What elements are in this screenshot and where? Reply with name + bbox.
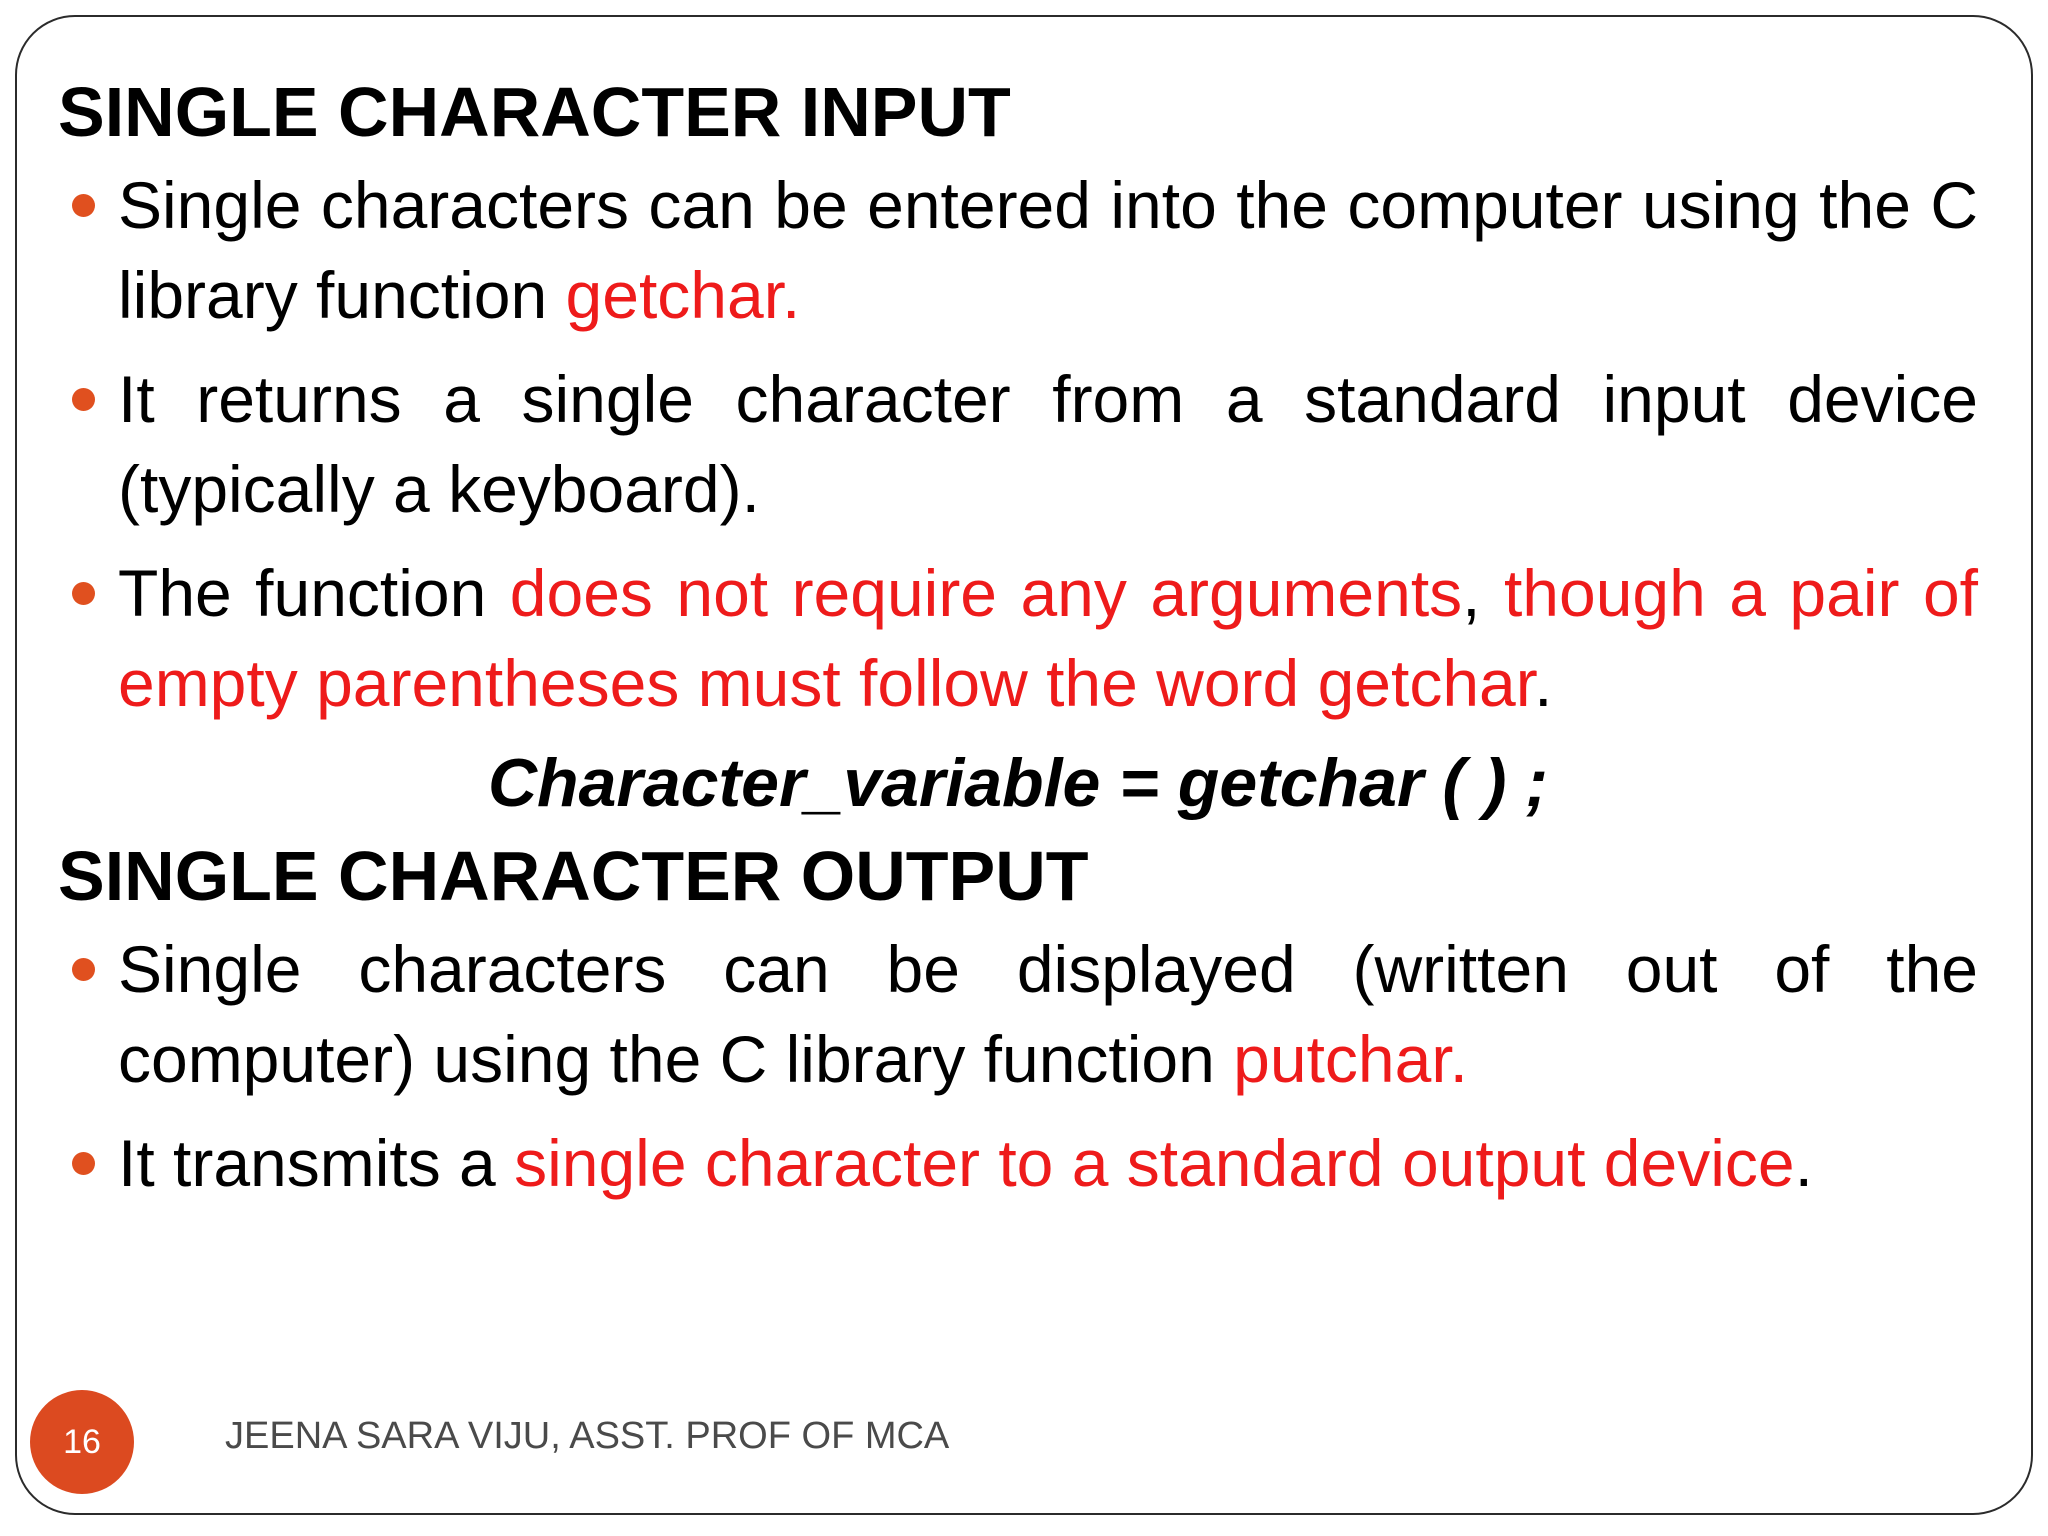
bullet-highlight: putchar. — [1233, 1022, 1469, 1096]
bullet-highlight: does not require any arguments — [509, 556, 1463, 630]
bullet-dot-icon — [72, 388, 95, 411]
bullet-highlight: getchar. — [565, 258, 801, 332]
bullet-text: The function — [118, 556, 510, 630]
page-number-badge: 16 — [30, 1390, 134, 1494]
bullet-text: , — [1462, 556, 1504, 630]
bullet-dot-icon — [72, 582, 95, 605]
section-heading-input: SINGLE CHARACTER INPUT — [58, 73, 1011, 151]
bullet-dot-icon — [72, 958, 95, 981]
bullet-text: It transmits a — [118, 1126, 515, 1200]
slide-content — [58, 70, 1978, 1208]
bullet-text: . — [1794, 1126, 1813, 1200]
section-heading-output: SINGLE CHARACTER OUTPUT — [58, 837, 1089, 915]
bullet-highlight: single character to a standard output device — [514, 1126, 1795, 1200]
bullet-text: . — [1534, 646, 1553, 720]
bullet-dot-icon — [72, 1152, 95, 1175]
getchar-syntax: Character_variable = getchar ( ) ; — [487, 745, 1549, 821]
bullet-text: Single characters can be entered into the computer using the C library function — [118, 168, 1978, 332]
footer-author: JEENA SARA VIJU, ASST. PROF OF MCA — [225, 1415, 950, 1457]
bullet-getchar-arguments — [58, 548, 1978, 728]
bullet-putchar-transmits — [58, 1118, 1978, 1208]
bullet-text: It returns a single character from a standard input device (typically a keyboard). — [118, 362, 1978, 526]
bullet-highlight: though a pair of empty parentheses must follow the word getchar — [118, 556, 1978, 720]
bullet-getchar-intro — [58, 160, 1978, 340]
bullet-getchar-returns — [58, 354, 1978, 534]
bullet-text: Single characters can be displayed (written out of the computer) using the C library function — [118, 932, 1978, 1096]
bullet-dot-icon — [72, 194, 95, 217]
bullet-putchar-intro — [58, 924, 1978, 1104]
